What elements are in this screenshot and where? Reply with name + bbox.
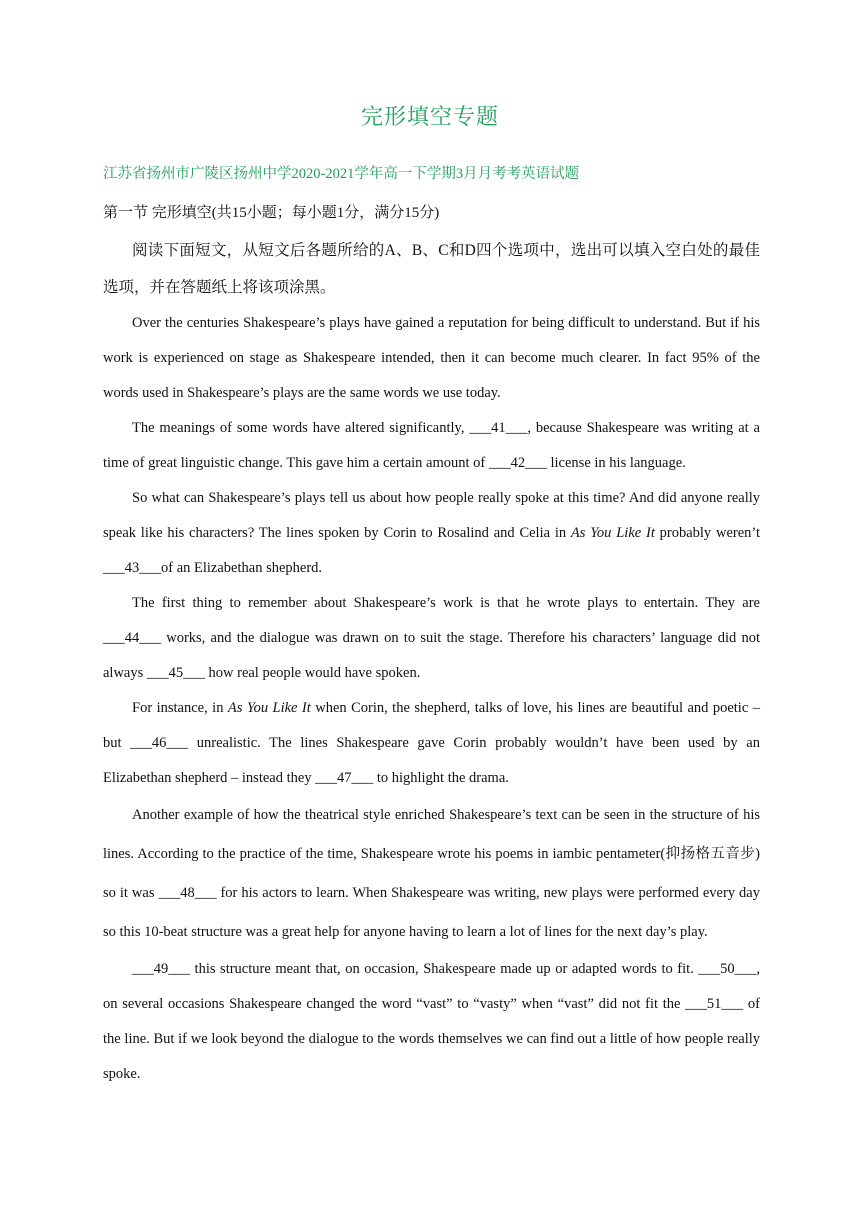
passage-paragraph-2: The meanings of some words have altered significantly, ___41___, because Shakespeare was writing at a time of great linguistic change. This gave him a certain amount of ___42___ license in his language.	[103, 420, 760, 471]
page-title: 完形填空专题	[360, 104, 499, 129]
play-title: As You Like It	[570, 525, 655, 541]
passage-paragraph-5	[103, 691, 760, 796]
play-title: As You Like It	[227, 700, 311, 716]
section-heading: 第一节 完形填空(共15小题；每小题1分，满分15分)	[103, 205, 440, 221]
document-body	[103, 232, 760, 1092]
passage-text: For instance, in	[132, 700, 228, 716]
passage-text: probably weren’t ___43___of an Elizabethan shepherd.	[103, 525, 760, 576]
passage-paragraph-3	[103, 481, 760, 586]
passage-paragraph-6: Another example of how the theatrical style enriched Shakespeare’s text can be seen in the structure of his lines. According to the practice of the time, Shakespeare wrote his poems in iambic pentameter(抑扬格五音步) so it was ___48___ for his actors to learn. When Shakespeare was writing, new plays were performed every day so this 10-beat structure was a great help for anyone having to learn a lot of lines for the next day’s play.	[103, 807, 760, 940]
passage-text: So what can Shakespeare’s plays tell us about how people really spoke at this time? And did anyone really speak like his characters? The lines spoken by Corin to Rosalind and Celia in	[103, 490, 760, 541]
passage-paragraph-4: The first thing to remember about Shakespeare’s work is that he wrote plays to entertain. They are ___44___ works, and the dialogue was drawn on to suit the stage. Therefore his characters’ language did not always ___45___ how real people would have spoken.	[103, 595, 760, 681]
passage-text: when Corin, the shepherd, talks of love, his lines are beautiful and poetic – but ___46___ unrealistic. The lines Shakespeare gave Corin probably wouldn’t have been used by an Elizabethan shepherd – instead they ___47___ to highlight the drama.	[103, 700, 760, 786]
passage-paragraph-1: Over the centuries Shakespeare’s plays have gained a reputation for being difficult to understand. But if his work is experienced on stage as Shakespeare intended, then it can become much clearer. In fact 95% of the words used in Shakespeare’s plays are the same words we use today.	[103, 315, 760, 401]
instruction-paragraph: 阅读下面短文，从短文后各题所给的A、B、C和D四个选项中，选出可以填入空白处的最佳选项，并在答题纸上将该项涂黑。	[103, 242, 760, 296]
passage-paragraph-7: ___49___ this structure meant that, on occasion, Shakespeare made up or adapted words to fit. ___50___, on several occasions Shakespeare changed the word “vast” to “vasty” when “vast” did not fit the ___51___ of the line. But if we look beyond the dialogue to the words themselves we can find out a little of how people really spoke.	[103, 961, 760, 1082]
source-line: 江苏省扬州市广陵区扬州中学2020-2021学年高一下学期3月月考考英语试题	[103, 166, 580, 182]
